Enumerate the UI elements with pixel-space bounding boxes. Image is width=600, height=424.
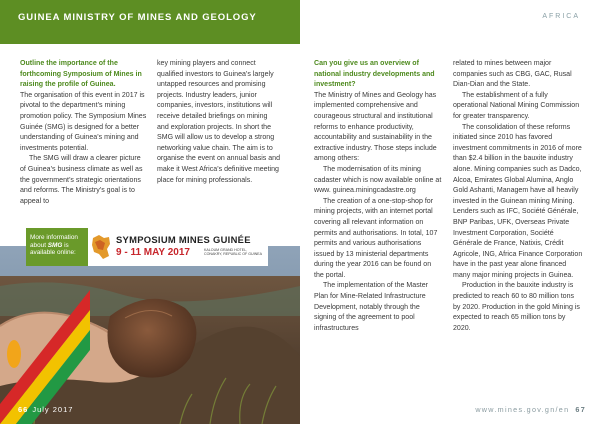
right-column-1 bbox=[314, 59, 442, 334]
right-column-2 bbox=[453, 59, 583, 334]
right-page bbox=[300, 0, 600, 424]
paragraph: The creation of a one-stop-shop for mining projects, with an internet portal covering all relevant information on permits and authorisations. In total, 107 permits and various authorisations issued by 13 ministerial departments during the year 2016 can be found on the portal. bbox=[314, 197, 438, 279]
guinea-flag-stripes bbox=[0, 290, 90, 424]
paragraph: The consolidation of these reforms initiated since 2010 has favored investment commitments in 2016 of more than $2.4 billion in the bauxite industry alone. Mining companies such as Dadco, Alcoa, Emirates Global Alumina, Anglo Gold Ashanti, Managem have all heavily invested in the Guinean mining Mining. Lenders such as IFC, Société Générale, BNP Paribas, UFK, Overseas Private Investment Corporation, Société Générale de France, Natixis, Crédit Agricole, ING, Africa Finance Corporation have in the past year alone financed many major mining projects in Guinea. bbox=[453, 123, 583, 279]
left-column-1 bbox=[20, 59, 148, 207]
symposium-info-box[interactable] bbox=[26, 228, 268, 266]
section-label: AFRICA bbox=[542, 13, 580, 20]
symposium-date: 9 - 11 MAY 2017 bbox=[116, 247, 190, 258]
paragraph: The Ministry of Mines and Geology has implemented comprehensive and courageous structural and institutional reforms to enhance productivity, accountability and sustainability in the extractive industry. Those steps include among others: bbox=[314, 91, 437, 163]
info-text-line: available online: bbox=[30, 249, 76, 257]
lead-question: Outline the importance of the forthcoming Symposium of Mines in raising the profile of Guinea. bbox=[20, 60, 142, 89]
header-title: GUINEA MINISTRY OF MINES AND GEOLOGY bbox=[18, 12, 257, 23]
guinea-map-icon bbox=[90, 232, 112, 262]
paragraph: The implementation of the Master Plan for Mine-Related Infrastructure Development, notably through the signing of the agreement to pool infrastructures bbox=[314, 282, 428, 332]
interview-question: Can you give us an overview of national industry developments and investment? bbox=[314, 60, 435, 89]
left-column-2 bbox=[157, 59, 281, 186]
symposium-title: SYMPOSIUM MINES GUINÉE bbox=[116, 234, 251, 245]
page-number: 66 bbox=[18, 405, 29, 414]
paragraph: The establishment of a fully operational National Mining Commission for greater transparency. bbox=[453, 91, 580, 120]
issue-date: July 2017 bbox=[32, 405, 74, 414]
paragraph: The modernisation of its mining cadaster which is now available online at www. guinea.miningcadastre.org bbox=[314, 165, 442, 195]
paragraph: Production in the bauxite industry is predicted to reach 60 to 80 million tons by 2020. Production in the gold Mining is expected to reach 65 million tons by 2020. bbox=[453, 282, 580, 332]
paragraph: related to mines between major companies such as CBG, GAC, Rusal Dian-Dian and the State. bbox=[453, 60, 572, 89]
footer-left bbox=[18, 405, 73, 414]
header-band bbox=[0, 0, 300, 44]
footer-right bbox=[475, 405, 586, 414]
paragraph: The SMG will draw a clearer picture of Guinea’s business climate as well as the government’s strategic orientations and reforms. The Ministry’s goal is to appeal to bbox=[20, 155, 143, 205]
symposium-venue: KALOUM GRAND HOTEL, CONAKRY, REPUBLIC OF GUINEA bbox=[204, 248, 262, 257]
paragraph: key mining players and connect qualified investors to Guinea’s largely untapped resources and promising projects. Industry leaders, junior companies, investors, institutions will receive detailed briefings on mining and exploration projects. In short the SMG will allow us to develop a strong networking value chain. The aim is to organise the event on annual basis and make it West Africa’s definitive meeting place for mining professionals. bbox=[157, 60, 281, 184]
smg-label: SMG bbox=[47, 241, 63, 249]
website-url[interactable]: www.mines.gov.gn/en bbox=[475, 405, 570, 414]
info-text-line: is bbox=[64, 241, 69, 249]
info-text-line: about bbox=[30, 241, 46, 249]
info-label-panel bbox=[26, 228, 88, 266]
paragraph: The organisation of this event in 2017 is pivotal to the department’s mining promotion policy. The Symposium Mines Guinée (SMG) is designed for a better understanding of Guinea’s mining and investments potential. bbox=[20, 91, 147, 152]
page-number: 67 bbox=[575, 405, 586, 414]
info-text-line: More information bbox=[30, 234, 78, 241]
